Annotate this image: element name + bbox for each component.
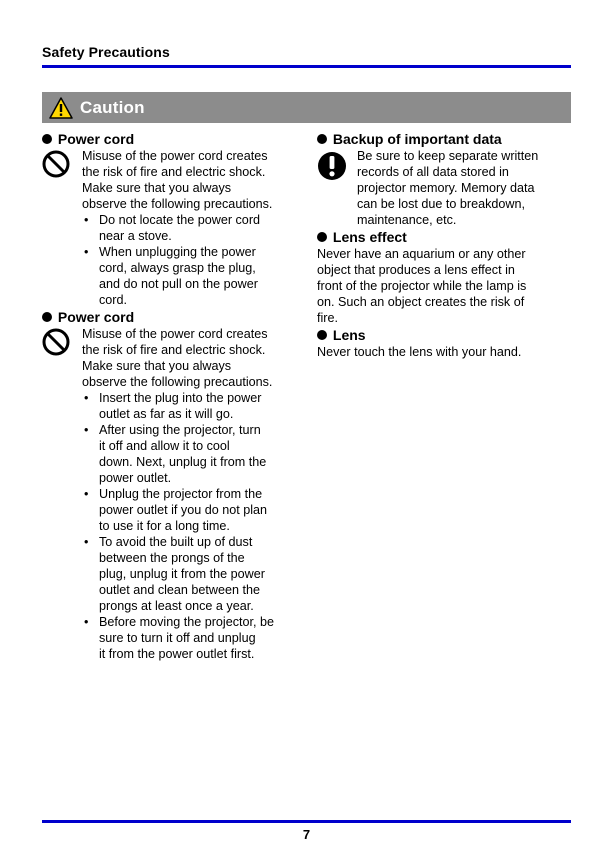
list-item: • Do not locate the power cord near a stove. — [99, 212, 290, 244]
page-header-title: Safety Precautions — [42, 44, 170, 60]
prohibited-icon — [42, 328, 70, 356]
list-item: • Before moving the projector, be sure to turn it off and unplug it from the power outlet first. — [99, 614, 290, 662]
section-title: Power cord — [42, 130, 290, 148]
list-item: • Unplug the projector from the power outlet if you do not plan to use it for a long time. — [99, 486, 290, 534]
section-text: Never touch the lens with your hand. — [317, 345, 522, 359]
section-title: Lens — [317, 326, 567, 344]
power-cord-section-1 — [42, 130, 290, 308]
section-intro: Misuse of the power cord creates the risk of fire and electric shock. Make sure that you always observe the following precautions. — [82, 149, 273, 211]
section-text: Never have an aquarium or any other object that produces a lens effect in front of the projector while the lamp is on. Such an object creates the risk of fire. — [317, 247, 527, 325]
section-bullet-icon — [317, 330, 327, 340]
power-cord-section-2 — [42, 308, 290, 662]
section-bullet-icon — [42, 312, 52, 322]
exclamation-icon — [317, 151, 347, 181]
left-column — [42, 130, 290, 662]
backup-section — [317, 130, 567, 228]
section-bullet-icon — [317, 232, 327, 242]
section-title: Backup of important data — [317, 130, 567, 148]
list-item: • Insert the plug into the power outlet as far as it will go. — [99, 390, 290, 422]
caution-label: Caution — [80, 97, 145, 117]
section-text: Be sure to keep separate written records of all data stored in projector memory. Memory data can be lost due to breakdown, maintenance, etc. — [357, 149, 539, 227]
warning-triangle-icon — [49, 97, 73, 119]
caution-banner — [42, 92, 571, 123]
prohibited-icon — [42, 150, 70, 178]
section-title: Power cord — [42, 308, 290, 326]
section-bullet-icon — [317, 134, 327, 144]
section-intro: Misuse of the power cord creates the risk of fire and electric shock. Make sure that you always observe the following precautions. — [82, 327, 273, 389]
footer-rule — [42, 820, 571, 823]
page-number: 7 — [302, 827, 311, 842]
list-item: • After using the projector, turn it off and allow it to cool down. Next, unplug it from the power outlet. — [99, 422, 290, 486]
section-bullet-icon — [42, 134, 52, 144]
right-column — [317, 130, 567, 360]
precaution-list — [42, 390, 290, 662]
section-title: Lens effect — [317, 228, 567, 246]
list-item: • When unplugging the power cord, always grasp the plug, and do not pull on the power cord. — [99, 244, 290, 308]
precaution-list — [42, 212, 290, 308]
lens-section — [317, 326, 567, 360]
list-item: • To avoid the built up of dust between the prongs of the plug, unplug it from the power outlet and clean between the prongs at least once a year. — [99, 534, 290, 614]
header-rule — [42, 65, 571, 68]
lens-effect-section — [317, 228, 567, 326]
